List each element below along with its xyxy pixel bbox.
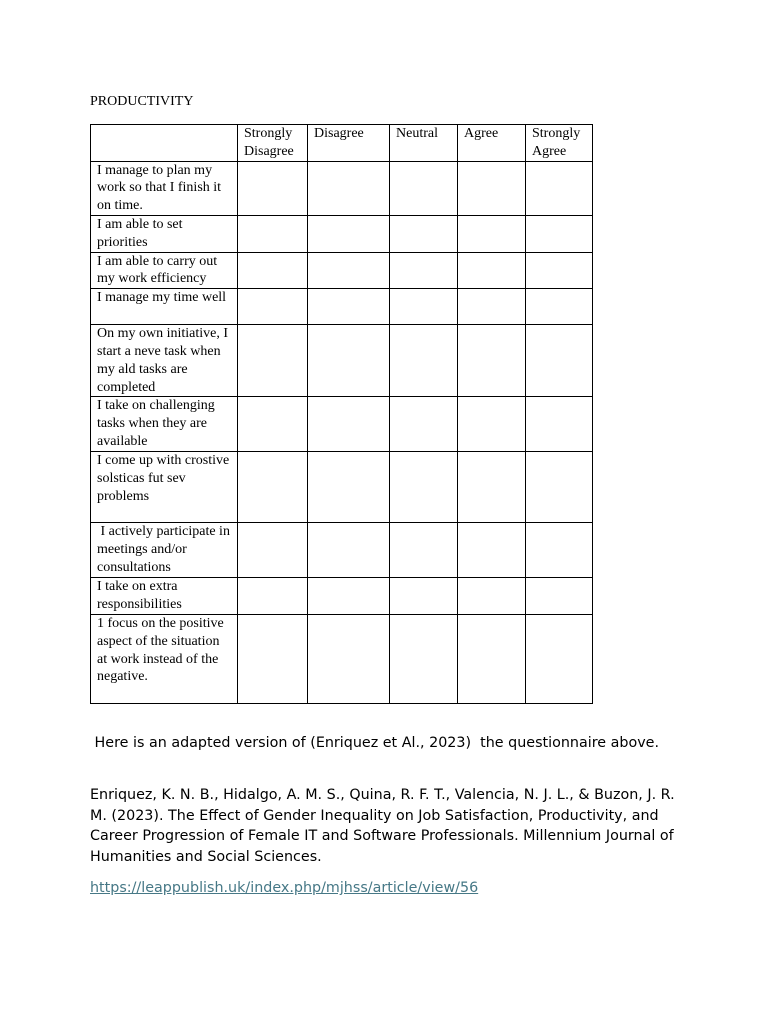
article-link[interactable]: https://leappublish.uk/index.php/mjhss/article/view/56 bbox=[90, 880, 479, 896]
table-row bbox=[91, 523, 593, 578]
table-row bbox=[91, 161, 593, 215]
header-cell-empty bbox=[91, 125, 238, 162]
response-cell[interactable] bbox=[308, 452, 390, 523]
response-cell[interactable] bbox=[308, 325, 390, 397]
statement-cell: I come up with crostive solsticas fut sev problems bbox=[91, 452, 238, 523]
statement-cell: 1 focus on the positive aspect of the situation at work instead of the negative. bbox=[91, 614, 238, 703]
response-cell[interactable] bbox=[390, 252, 458, 289]
table-header-row bbox=[91, 125, 593, 162]
response-cell[interactable] bbox=[390, 452, 458, 523]
adaptation-note: Here is an adapted version of (Enriquez et Al., 2023) the questionnaire above. bbox=[90, 735, 660, 751]
header-strongly-agree: Strongly Agree bbox=[526, 125, 593, 162]
table-row bbox=[91, 325, 593, 397]
header-neutral: Neutral bbox=[390, 125, 458, 162]
response-cell[interactable] bbox=[308, 614, 390, 703]
statement-cell: I take on extra responsibilities bbox=[91, 578, 238, 615]
response-cell[interactable] bbox=[238, 252, 308, 289]
response-cell[interactable] bbox=[526, 578, 593, 615]
statement-cell: I am able to set priorities bbox=[91, 215, 238, 252]
response-cell[interactable] bbox=[526, 397, 593, 452]
response-cell[interactable] bbox=[458, 289, 526, 325]
response-cell[interactable] bbox=[390, 578, 458, 615]
productivity-likert-table bbox=[90, 124, 593, 704]
response-cell[interactable] bbox=[526, 215, 593, 252]
response-cell[interactable] bbox=[238, 289, 308, 325]
response-cell[interactable] bbox=[390, 523, 458, 578]
response-cell[interactable] bbox=[238, 578, 308, 615]
response-cell[interactable] bbox=[308, 289, 390, 325]
response-cell[interactable] bbox=[390, 215, 458, 252]
header-agree: Agree bbox=[458, 125, 526, 162]
statement-cell: I manage to plan my work so that I finish it on time. bbox=[91, 161, 238, 215]
response-cell[interactable] bbox=[390, 614, 458, 703]
response-cell[interactable] bbox=[458, 325, 526, 397]
table-row bbox=[91, 578, 593, 615]
statement-cell: On my own initiative, I start a neve task when my ald tasks are completed bbox=[91, 325, 238, 397]
response-cell[interactable] bbox=[308, 578, 390, 615]
response-cell[interactable] bbox=[526, 614, 593, 703]
response-cell[interactable] bbox=[526, 252, 593, 289]
response-cell[interactable] bbox=[308, 523, 390, 578]
response-cell[interactable] bbox=[308, 215, 390, 252]
table-row bbox=[91, 614, 593, 703]
response-cell[interactable] bbox=[458, 252, 526, 289]
response-cell[interactable] bbox=[458, 215, 526, 252]
statement-cell: I manage my time well bbox=[91, 289, 238, 325]
response-cell[interactable] bbox=[238, 452, 308, 523]
table-row bbox=[91, 289, 593, 325]
header-strongly-disagree: Strongly Disagree bbox=[238, 125, 308, 162]
response-cell[interactable] bbox=[526, 452, 593, 523]
statement-cell: I take on challenging tasks when they are available bbox=[91, 397, 238, 452]
response-cell[interactable] bbox=[390, 397, 458, 452]
table-row bbox=[91, 215, 593, 252]
response-cell[interactable] bbox=[238, 397, 308, 452]
page-heading: PRODUCTIVITY bbox=[90, 94, 194, 109]
response-cell[interactable] bbox=[458, 614, 526, 703]
response-cell[interactable] bbox=[238, 325, 308, 397]
response-cell[interactable] bbox=[526, 289, 593, 325]
response-cell[interactable] bbox=[458, 161, 526, 215]
response-cell[interactable] bbox=[526, 523, 593, 578]
response-cell[interactable] bbox=[308, 252, 390, 289]
statement-cell: I am able to carry out my work efficiency bbox=[91, 252, 238, 289]
link-paragraph bbox=[90, 878, 690, 899]
response-cell[interactable] bbox=[390, 289, 458, 325]
response-cell[interactable] bbox=[390, 325, 458, 397]
table-row bbox=[91, 452, 593, 523]
table-row bbox=[91, 397, 593, 452]
response-cell[interactable] bbox=[458, 397, 526, 452]
response-cell[interactable] bbox=[238, 161, 308, 215]
response-cell[interactable] bbox=[308, 397, 390, 452]
response-cell[interactable] bbox=[458, 452, 526, 523]
response-cell[interactable] bbox=[390, 161, 458, 215]
header-disagree: Disagree bbox=[308, 125, 390, 162]
response-cell[interactable] bbox=[308, 161, 390, 215]
table-row bbox=[91, 252, 593, 289]
response-cell[interactable] bbox=[526, 325, 593, 397]
response-cell[interactable] bbox=[458, 523, 526, 578]
response-cell[interactable] bbox=[238, 215, 308, 252]
statement-cell: I actively participate in meetings and/or consultations bbox=[91, 523, 238, 578]
response-cell[interactable] bbox=[458, 578, 526, 615]
response-cell[interactable] bbox=[238, 614, 308, 703]
response-cell[interactable] bbox=[526, 161, 593, 215]
reference-citation: Enriquez, K. N. B., Hidalgo, A. M. S., Quina, R. F. T., Valencia, N. J. L., & Buzon, J. R. M. (2023). The Effect of Gender Inequality on Job Satisfaction, Productivity, and Career Progression of Female IT and Software Professionals. Millennium Journal of Humanities and Social Sciences. bbox=[90, 787, 675, 865]
response-cell[interactable] bbox=[238, 523, 308, 578]
